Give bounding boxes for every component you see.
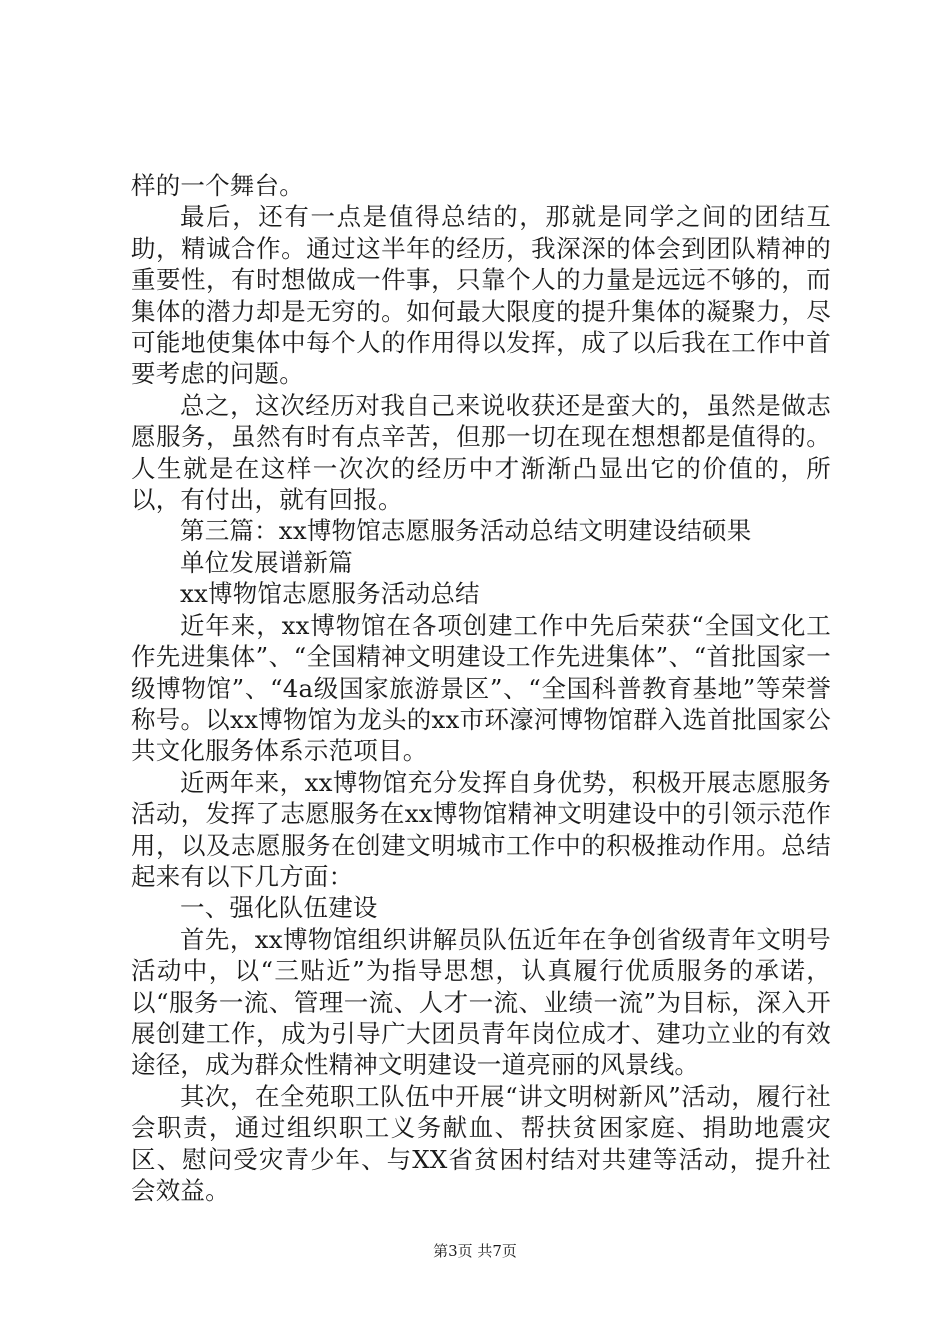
- section-heading-subtitle: 单位发展谱新篇: [180, 547, 353, 577]
- paragraph-continuation: 样的一个舞台。: [131, 171, 304, 200]
- section-heading-report-title: xx博物馆志愿服务活动总结: [180, 579, 480, 609]
- paragraph-first: 首先，xx博物馆组织讲解员队伍近年在争创省级青年文明号活动中，以“三贴近”为指导思想，认真履行优质服务的承诺，以“服务一流、管理一流、人才一流、业绩一流”为目标，深入开展创建工作，成为引导广大团员青年岗位成才、建功立业的有效途径，成为群众性精神文明建设一道亮丽的风景线。: [131, 924, 831, 1080]
- document-body: [131, 170, 831, 1206]
- paragraph-honors: 近年来，xx博物馆在各项创建工作中先后荣获“全国文化工作先进集体”、“全国精神文明建设工作先进集体”、“首批国家一级博物馆”、“4a级国家旅游景区”、“全国科普教育基地”等荣誉称号。以xx博物馆为龙头的xx市环濠河博物馆群入选首批国家公共文化服务体系示范项目。: [131, 610, 831, 766]
- paragraph-conclusion: 总之，这次经历对我自己来说收获还是蛮大的，虽然是做志愿服务，虽然有时有点辛苦，但那一切在现在想想都是值得的。人生就是在这样一次次的经历中才渐渐凸显出它的价值的，所以，有付出，就有回报。: [131, 390, 831, 515]
- page-number-footer: 第3页 共7页: [433, 1242, 517, 1260]
- section-heading-part-three: 第三篇：xx博物馆志愿服务活动总结文明建设结硕果: [180, 516, 752, 546]
- paragraph-recent-years: 近两年来，xx博物馆充分发挥自身优势，积极开展志愿服务活动，发挥了志愿服务在xx博物馆精神文明建设中的引领示范作用，以及志愿服务在创建文明城市工作中的积极推动作用。总结起来有以下几方面：: [131, 767, 831, 891]
- paragraph-teamwork: 最后，还有一点是值得总结的，那就是同学之间的团结互助，精诚合作。通过这半年的经历，我深深的体会到团队精神的重要性，有时想做成一件事，只靠个人的力量是远远不够的，而集体的潜力却是无穷的。如何最大限度的提升集体的凝聚力，尽可能地使集体中每个人的作用得以发挥，成了以后我在工作中首要考虑的问题。: [131, 202, 831, 389]
- paragraph-second: 其次，在全苑职工队伍中开展“讲文明树新风”活动，履行社会职责，通过组织职工义务献血、帮扶贫困家庭、捐助地震灾区、慰问受灾青少年、与XX省贫困村结对共建等活动，提升社会效益。: [131, 1081, 831, 1205]
- subheading-team-building: 一、强化队伍建设: [180, 893, 378, 923]
